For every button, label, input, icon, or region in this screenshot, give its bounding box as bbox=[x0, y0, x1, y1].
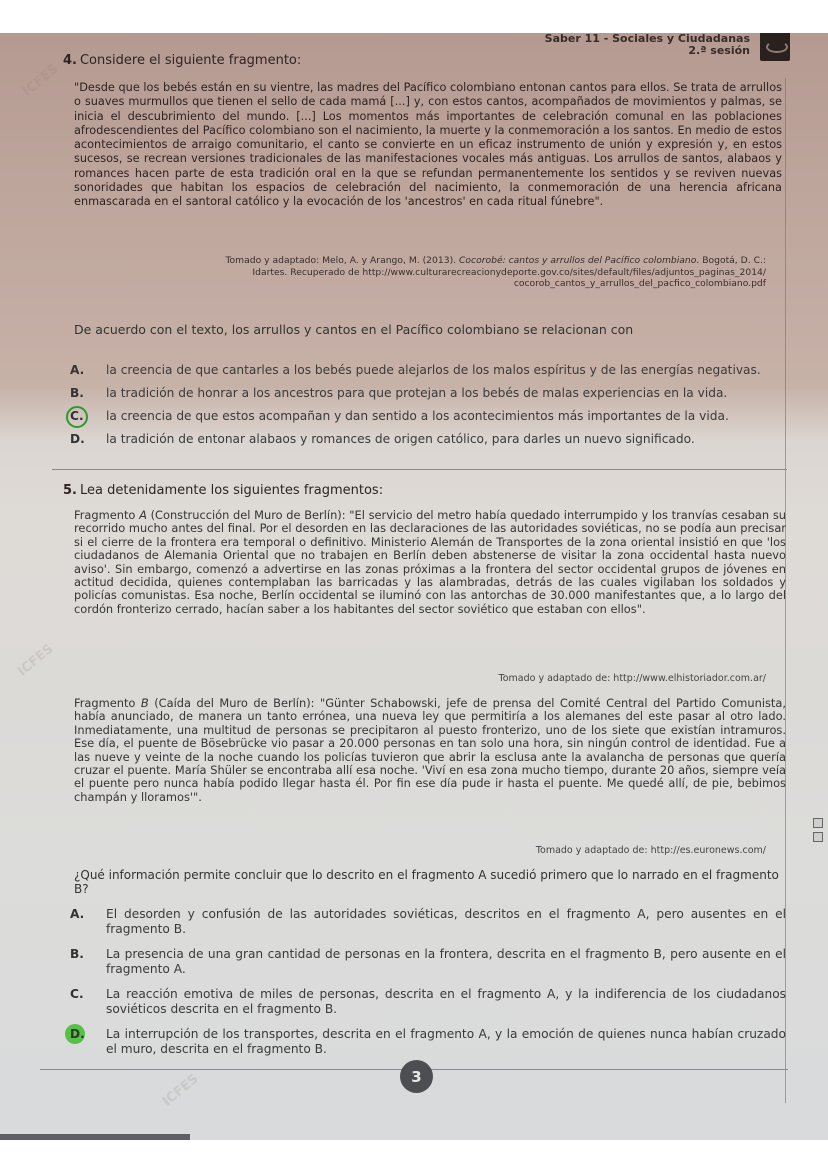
citation-url-cont: cocorob_cantos_y_arrullos_del_pacfico_colombiano.pdf bbox=[513, 278, 766, 289]
watermark: ICFES bbox=[15, 641, 57, 680]
watermark: ICFES bbox=[20, 61, 62, 100]
question-4-options bbox=[70, 363, 786, 447]
option-letter: D. bbox=[70, 432, 85, 446]
option-letter: B. bbox=[70, 386, 84, 400]
option-letter: C. bbox=[70, 987, 84, 1001]
question-4-passage: "Desde que los bebés están en su vientre, las madres del Pacífico colombiano entonan cantos para ellos. Se trata de arrullos o suaves murmullos que tienen el sello de cada mamá [...] y, con estos cantos, acompañados de movimientos y palmas, se inicia el descubrimiento del mundo. [...] Los momentos más importantes de celebración comunal en las poblaciones afrodescendientes del Pacífico colombiano son el nacimiento, la muerte y la conmemoración a los santos. En medio de estos acontecimientos de arraigo comunitario, el canto se convierte en un eficaz instrumento de unión y expresión y, en estos sucesos, se recrean versiones tradicionales de las manifestaciones vocales más antiguas. Los arrullos de santos, alabaos y romances hacen parte de esta tradición oral en la que se refundan permanentemente los sentidos y se reviven nuevas sonoridades que habitan los espacios de celebración del nacimiento, la conmemoración de una herencia africana enmascarada en el santoral católico y la evocación de los 'ancestros' en cada ritual fúnebre". bbox=[74, 81, 782, 209]
logo-icon bbox=[760, 33, 790, 61]
citation-url: Idartes. Recuperado de http://www.culturarecreacionydeporte.gov.co/sites/default/files/adjuntos_paginas_2014/ bbox=[252, 266, 766, 278]
option-text: El desorden y confusión de las autoridades soviéticas, descritos en el fragmento A, pero ausentes en el fragmento B. bbox=[106, 907, 786, 936]
marker-square-icon bbox=[813, 832, 823, 842]
question-prompt: Lea detenidamente los siguientes fragmentos: bbox=[79, 483, 384, 498]
option-letter: C. bbox=[70, 409, 106, 424]
fragment-label: Fragmento bbox=[74, 696, 141, 710]
option-d-selected[interactable] bbox=[70, 1027, 786, 1057]
option-b[interactable] bbox=[70, 386, 786, 401]
option-letter: B. bbox=[70, 947, 84, 961]
fragment-text: (Construcción del Muro de Berlín): "El servicio del metro había quedado interrumpido y los tranvías cesaban su recorrido mucho antes del final. Por el desorden en las declaraciones de las autoridades soviéticas, no se podía aun precisar si el cierre de la frontera era temporal o definitivo. Ministerio Alemán de Transportes de la zona oriental insistió en que 'los ciudadanos de Alemania Oriental que no trabajen en Berlín deben abstenerse de visitar la zona occidental hasta nuevo aviso'. Sin embargo, comenzó a advertirse en las zonas próximas a la frontera del sector occidental grupos de jóvenes en actitud decidida, quienes contemplaban las barricadas y las alambradas, detrás de las cuales vigilaban los soldados y policías comunistas. Esa noche, Berlín occidental se iluminó con las antorchas de 30.000 manifestantes que, a lo largo del cordón fronterizo cerrado, hacían saber a los habitantes del sector soviético que estaban con ellos". bbox=[74, 508, 786, 616]
section-divider bbox=[52, 469, 787, 470]
watermark: ICFES bbox=[160, 1071, 202, 1110]
question-4-title bbox=[63, 53, 301, 68]
question-number: 4. bbox=[63, 53, 77, 68]
page-number-badge: 3 bbox=[400, 1060, 433, 1093]
option-text: la tradición de entonar alabaos y romances de origen católico, para darles un nuevo significado. bbox=[106, 432, 695, 446]
question-4-citation bbox=[116, 255, 766, 290]
exam-session: 2.ª sesión bbox=[688, 44, 750, 57]
fragment-a bbox=[74, 509, 786, 616]
page-header bbox=[545, 33, 750, 57]
marker-square-icon bbox=[813, 818, 823, 828]
exam-page bbox=[0, 33, 828, 1140]
fragment-b bbox=[74, 697, 786, 804]
question-4-stem: De acuerdo con el texto, los arrullos y cantos en el Pacífico colombiano se relacionan con bbox=[74, 322, 634, 337]
exam-subject: Saber 11 - Sociales y Ciudadanas bbox=[544, 33, 750, 45]
fragment-b-source: Tomado y adaptado de: http://es.euronews.com/ bbox=[535, 845, 766, 856]
option-text: La presencia de una gran cantidad de personas en la frontera, descrita en el fragmento B, pero ausente en el fragmento A. bbox=[106, 947, 786, 976]
option-a[interactable] bbox=[70, 363, 786, 378]
option-text: la creencia de que estos acompañan y dan sentido a los acontecimientos más importantes de la vida. bbox=[106, 409, 729, 423]
question-5-options bbox=[70, 907, 786, 1057]
citation-title: Cocorobé: cantos y arrullos del Pacífico colombiano bbox=[459, 255, 697, 266]
fragment-label: Fragmento bbox=[74, 508, 140, 522]
question-5-title bbox=[63, 483, 383, 498]
fragment-letter: A bbox=[139, 508, 147, 522]
option-c-selected[interactable] bbox=[70, 409, 786, 424]
citation-authors: Tomado y adaptado: Melo, A. y Arango, M. (2013). bbox=[225, 255, 459, 266]
question-5-stem: ¿Qué información permite concluir que lo descrito en el fragmento A sucedió primero que lo narrado en el fragmento B? bbox=[74, 868, 779, 896]
option-letter: A. bbox=[70, 363, 85, 377]
fragment-letter: B bbox=[140, 696, 149, 710]
option-d[interactable] bbox=[70, 432, 786, 447]
option-letter: A. bbox=[70, 907, 85, 921]
option-letter: D. bbox=[70, 1027, 106, 1042]
option-text: la tradición de honrar a los ancestros para que protejan a los bebés de malas experiencias en la vida. bbox=[106, 386, 728, 400]
question-prompt: Considere el siguiente fragmento: bbox=[79, 53, 302, 68]
option-text: la creencia de que cantarles a los bebés puede alejarlos de los malos espíritus y de las energías negativas. bbox=[106, 363, 761, 377]
option-a[interactable] bbox=[70, 907, 786, 937]
fragment-a-source: Tomado y adaptado de: http://www.elhistoriador.com.ar/ bbox=[498, 673, 766, 684]
option-text: La reacción emotiva de miles de personas, descrita en el fragmento A, y la indiferencia de los ciudadanos soviéticos descrita en el fragmento B. bbox=[106, 987, 786, 1016]
citation-place: . Bogotá, D. C.: bbox=[696, 255, 766, 266]
option-c[interactable] bbox=[70, 987, 786, 1017]
option-b[interactable] bbox=[70, 947, 786, 977]
fragment-text: (Caída del Muro de Berlín): "Günter Schabowski, jefe de prensa del Comité Central del Partido Comunista, había anunciado, de manera un tanto errónea, una nueva ley que permitiría a los alemanes del este pasar al otro lado. Inmediatamente, una multitud de personas se precipitaron al puesto fronterizo, uno de los siete que existían intramuros. Ese día, el puente de Bösebrücke vio pasar a 20.000 personas en tan solo una hora, sin ningún control de identidad. Fue a las nueve y veinte de la noche cuando los policías tuvieron que abrir la esclusa ante la avalancha de personas que quería cruzar el puente. María Shüler se encontraba allí esa noche. 'Viví en esa zona mucho tiempo, durante 20 años, siempre veía el puente pero nunca había podido llegar hasta él. Por fin ese día pude ir hasta el puente. Me quedé allí, de pie, bebimos champán y lloramos'". bbox=[74, 696, 786, 804]
question-number: 5. bbox=[63, 483, 77, 498]
side-marker-icons bbox=[813, 818, 825, 846]
option-text: La interrupción de los transportes, descrita en el fragmento A, y la emoción de quienes nunca habían cruzado el muro, descrita en el fragmento B. bbox=[106, 1027, 786, 1056]
